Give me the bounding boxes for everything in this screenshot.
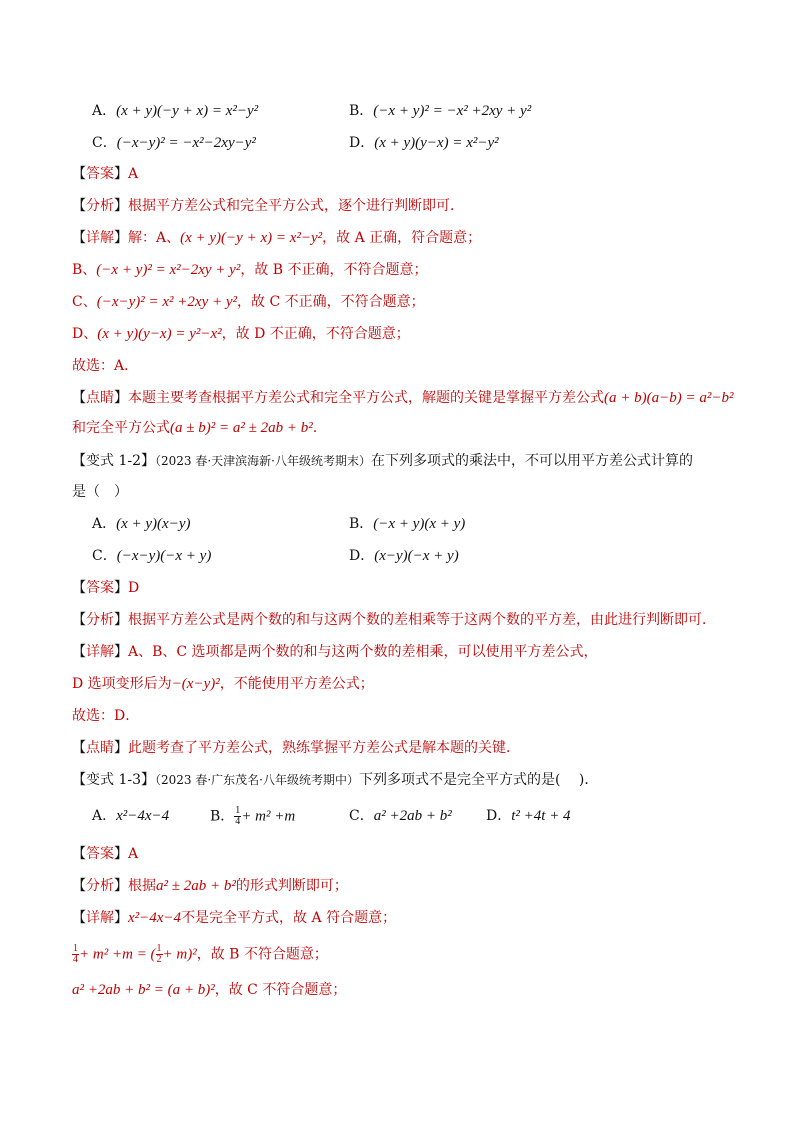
- q1-detail-b: [72, 260, 428, 280]
- option-expr: (x + y)(x−y): [116, 516, 191, 532]
- option-expr: x²−4x−4: [116, 808, 170, 824]
- detail-tag: 【详解】: [72, 230, 128, 246]
- analysis-suffix: 的形式判断即可；: [235, 878, 348, 894]
- q2-detail: [72, 642, 598, 662]
- option-letter: A．: [92, 103, 117, 119]
- q1-option-a: [92, 101, 258, 121]
- detail-suffix: ，故 B 不符合题意；: [196, 946, 328, 963]
- source: （2023 春·广东茂名·八年级统考期中）: [155, 773, 359, 787]
- detail-prefix: D 选项变形后为: [72, 676, 172, 692]
- tag-label: 详解: [86, 910, 114, 926]
- tag-label: 分析: [86, 878, 114, 894]
- answer-value: A: [128, 166, 139, 182]
- detail-expr: (−x−y)² = x² +2xy + y²: [96, 294, 238, 310]
- detail-prefix: D、: [72, 326, 98, 342]
- option-letter: D．: [349, 135, 375, 151]
- q3-option-b: [210, 806, 295, 827]
- option-expr: (x + y)(y−x) = x²−y²: [374, 135, 499, 151]
- option-letter: A．: [92, 516, 117, 532]
- tag-label: 分析: [86, 198, 114, 214]
- q3-option-c: [349, 806, 452, 826]
- analysis-expr: a² ± 2ab + b²: [156, 878, 236, 894]
- q1-option-b: [349, 101, 531, 121]
- detail-prefix: C、: [72, 294, 97, 310]
- analysis-text: 根据平方差公式是两个数的和与这两个数的差相乘等于这两个数的平方差，由此进行判断即可．: [128, 612, 716, 628]
- option-expr: + m² +m: [241, 808, 296, 825]
- source: （2023 春·天津滨海新·八年级统考期末）: [155, 454, 371, 468]
- detail-expr: + m² +m = (: [79, 946, 156, 963]
- denominator: 2: [156, 954, 162, 965]
- answer-tag: 【答案】: [72, 580, 128, 596]
- option-letter: C．: [92, 135, 117, 151]
- detail-suffix: ，故 B 不正确，不符合题意；: [240, 262, 428, 278]
- q2-stem: [72, 451, 693, 471]
- denominator: 4: [73, 954, 78, 965]
- answer-tag: 【答案】: [72, 166, 128, 182]
- comment-text: 本题主要考查根据平方差公式和完全平方公式，解题的关键是掌握平方差公式: [128, 390, 604, 406]
- detail-prefix: B、: [72, 262, 97, 278]
- tag-label: 点睛: [86, 740, 114, 756]
- q3-detail-c: [72, 980, 346, 1000]
- option-expr: (−x + y)(x + y): [373, 516, 466, 532]
- numerator: 1: [156, 943, 162, 954]
- comment-end: .: [312, 420, 318, 436]
- option-expr: (−x−y)(−x + y): [116, 548, 212, 564]
- q1-option-c: [92, 133, 256, 153]
- option-expr: (x−y)(−x + y): [374, 548, 459, 564]
- option-letter: C．: [92, 548, 117, 564]
- tag-label: 变式 1-2: [86, 453, 141, 469]
- variant-tag: 【变式 1-2】: [72, 453, 155, 469]
- answer-value: D: [128, 580, 140, 596]
- detail-tag: 【详解】: [72, 910, 128, 926]
- comment-tag: 【点睛】: [72, 390, 128, 406]
- detail-expr: (x + y)(−y + x) = x²−y²: [180, 230, 323, 246]
- variant-tag: 【变式 1-3】: [72, 772, 155, 788]
- q1-answer: [72, 164, 138, 184]
- comment-text: 和完全平方公式: [72, 420, 170, 436]
- q2-option-a: [92, 514, 190, 534]
- q1-comment: [72, 388, 733, 408]
- comment-expr: (a + b)(a−b) = a²−b²: [604, 390, 734, 406]
- option-expr: a² +2ab + b²: [373, 808, 452, 824]
- detail-expr: a² +2ab + b² = (a + b)²: [72, 982, 215, 998]
- option-expr: (−x + y)² = −x² +2xy + y²: [373, 103, 532, 119]
- detail-prefix: 解：A、: [128, 230, 181, 246]
- detail-tag: 【详解】: [72, 644, 128, 660]
- fraction: [72, 944, 79, 965]
- q2-option-b: [349, 514, 465, 534]
- detail-suffix: ，故 D 不正确，不符合题意；: [221, 326, 410, 342]
- comment-expr: (a ± b)² = a² ± 2ab + b²: [170, 420, 313, 436]
- detail-expr: (−x + y)² = x²−2xy + y²: [96, 262, 241, 278]
- answer-tag: 【答案】: [72, 846, 128, 862]
- detail-suffix: ，故 A 正确，符合题意；: [322, 230, 482, 246]
- q1-detail-a: [72, 228, 481, 248]
- option-expr: t² +4t + 4: [511, 808, 571, 824]
- q2-detail-cont: [72, 674, 374, 694]
- denominator: 4: [235, 816, 241, 827]
- numerator: 1: [235, 805, 241, 816]
- option-letter: D．: [349, 548, 375, 564]
- detail-expr: −(x−y)²: [171, 676, 220, 692]
- detail-expr: + m)²: [162, 946, 197, 963]
- option-expr: (x + y)(−y + x) = x²−y²: [116, 103, 259, 119]
- tag-label: 详解: [86, 230, 114, 246]
- detail-suffix: ，故 C 不符合题意；: [214, 982, 347, 998]
- comment-tag: 【点睛】: [72, 740, 128, 756]
- detail-text: A、B、C 选项都是两个数的和与这两个数的差相乘，可以使用平方差公式，: [128, 644, 598, 660]
- tag-label: 详解: [86, 644, 114, 660]
- option-letter: B．: [349, 103, 374, 119]
- option-letter: D．: [486, 808, 512, 824]
- answer-value: A: [128, 846, 139, 862]
- tag-label: 答案: [86, 846, 114, 862]
- stem-text: 下列多项式不是完全平方式的是( )．: [358, 772, 599, 788]
- comment-text: 此题考查了平方差公式，熟练掌握平方差公式是解本题的关键．: [128, 740, 520, 756]
- tag-label: 变式 1-3: [86, 772, 141, 788]
- option-letter: B．: [210, 808, 235, 825]
- q1-option-d: [349, 133, 499, 153]
- q3-option-d: [486, 806, 571, 826]
- detail-suffix: ，不能使用平方差公式；: [219, 676, 374, 692]
- option-expr: (−x−y)² = −x²−2xy−y²: [116, 135, 256, 151]
- q3-option-a: [92, 806, 169, 826]
- q3-detail-b: [72, 944, 328, 965]
- analysis-prefix: 根据: [128, 878, 156, 894]
- q2-option-c: [92, 546, 211, 566]
- tag-label: 答案: [86, 580, 114, 596]
- analysis-text: 根据平方差公式和完全平方公式，逐个进行判断即可．: [128, 198, 464, 214]
- q2-analysis: [72, 610, 716, 630]
- tag-label: 分析: [86, 612, 114, 628]
- detail-expr: (x + y)(y−x) = y²−x²: [97, 326, 222, 342]
- numerator: 1: [73, 943, 78, 954]
- q3-detail-a: [72, 908, 396, 928]
- q1-detail-c: [72, 292, 425, 312]
- q2-answer: [72, 578, 139, 598]
- option-letter: A．: [92, 808, 117, 824]
- fraction: [156, 944, 163, 965]
- q2-choose: 故选：D．: [72, 708, 140, 724]
- detail-expr: x²−4x−4: [128, 910, 182, 926]
- q1-analysis: [72, 196, 464, 216]
- q3-analysis: [72, 876, 348, 896]
- q3-stem: [72, 770, 598, 790]
- analysis-tag: 【分析】: [72, 198, 128, 214]
- tag-label: 点睛: [86, 390, 114, 406]
- detail-suffix: ，故 C 不正确，不符合题意；: [237, 294, 425, 310]
- q1-detail-d: [72, 324, 410, 344]
- option-letter: B．: [349, 516, 374, 532]
- tag-label: 答案: [86, 166, 114, 182]
- q1-choose: 故选：A．: [72, 358, 139, 374]
- stem-text: 在下列多项式的乘法中，不可以用平方差公式计算的: [370, 453, 693, 469]
- option-letter: C．: [349, 808, 374, 824]
- detail-suffix: 不是完全平方式，故 A 符合题意；: [181, 910, 397, 926]
- analysis-tag: 【分析】: [72, 878, 128, 894]
- analysis-tag: 【分析】: [72, 612, 128, 628]
- q2-stem-cont: 是（ ）: [72, 484, 128, 500]
- q2-option-d: [349, 546, 459, 566]
- q1-comment-cont: [72, 418, 317, 438]
- q2-comment: [72, 738, 520, 758]
- q3-answer: [72, 844, 138, 864]
